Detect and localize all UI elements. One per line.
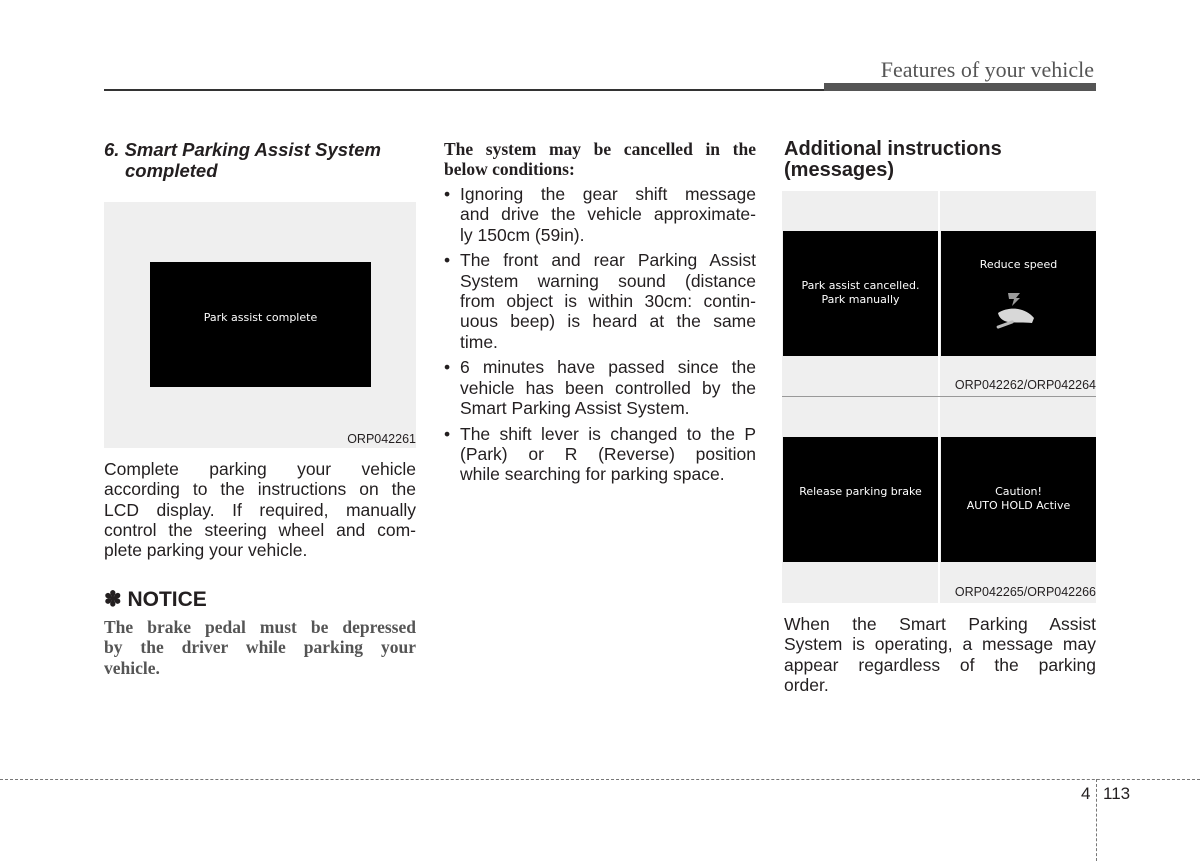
figure-separator — [938, 191, 940, 397]
figure-caption: ORP042261 — [347, 432, 416, 446]
lcd-message-line: Park manually — [821, 293, 900, 306]
bullet-icon: • — [444, 250, 451, 271]
lcd-message — [783, 279, 938, 307]
paragraph-line: Complete parking your vehicle — [104, 459, 416, 479]
paragraph-line: LCD display. If required, manually — [104, 499, 416, 520]
lcd-message: Release parking brake — [799, 485, 922, 498]
heading-line: Additional instructions — [784, 138, 1002, 160]
figure-caption: ORP042265/ORP042266 — [954, 585, 1096, 599]
paragraph-line: order. — [784, 674, 829, 695]
paragraph — [104, 459, 416, 560]
paragraph-line: System is operating, a message may — [784, 634, 1096, 655]
list-item-line: while searching for parking space. — [460, 464, 725, 485]
list-item-line: and drive the vehicle approximate- — [460, 204, 756, 225]
section-heading-line: completed — [125, 160, 218, 181]
notice-heading — [104, 587, 207, 612]
list-item-line: ly 150cm (59in). — [460, 224, 585, 245]
conditions-heading-line: The system may be cancelled in the — [444, 139, 756, 159]
figure-caption: ORP042262/ORP042264 — [954, 378, 1096, 392]
list-item-line: Ignoring the gear shift message — [460, 184, 756, 204]
lcd-message-line: Park assist cancelled. — [801, 279, 920, 292]
lcd-screen — [150, 262, 371, 387]
footer-rule-vertical — [1096, 779, 1097, 861]
section-heading-line: 6. Smart Parking Assist System — [104, 139, 381, 160]
page-number: 113 — [1103, 784, 1131, 803]
additional-instructions-heading — [784, 139, 1096, 181]
list-item — [444, 424, 756, 485]
lcd-screen-reduce-speed — [941, 231, 1096, 356]
notice-line: vehicle. — [104, 657, 160, 678]
list-item-line: time. — [460, 331, 498, 352]
notice-line: by the driver while parking your — [104, 637, 416, 658]
list-item-line: 6 minutes have passed since the — [460, 357, 756, 378]
footer-rule — [0, 779, 1200, 780]
notice-line: The brake pedal must be depressed — [104, 617, 416, 637]
bullet-icon: • — [444, 357, 451, 378]
list-item-line: The front and rear Parking Assist — [460, 250, 756, 271]
list-item — [444, 357, 756, 418]
list-item-line: Smart Parking Assist System. — [460, 397, 690, 418]
figure-separator — [938, 397, 940, 603]
lcd-message-line: Caution! — [995, 485, 1042, 498]
list-item — [444, 250, 756, 351]
paragraph — [784, 614, 1096, 695]
paragraph-line: according to the instructions on the — [104, 479, 416, 500]
list-item-line: The shift lever is changed to the P — [460, 423, 756, 444]
lcd-message-line: AUTO HOLD Active — [966, 499, 1071, 512]
lcd-screen-auto-hold — [941, 437, 1096, 562]
notice-title: NOTICE — [127, 588, 207, 611]
lcd-message: Park assist complete — [203, 311, 318, 324]
conditions-list — [444, 184, 756, 490]
lcd-message: Reduce speed — [979, 258, 1058, 271]
list-item-line: vehicle has been controlled by the — [460, 377, 756, 398]
bullet-icon: • — [444, 423, 451, 444]
conditions-heading-line: below conditions: — [444, 159, 575, 180]
heading-line: (messages) — [784, 159, 895, 181]
paragraph-line: When the Smart Parking Assist — [784, 614, 1096, 634]
list-item — [444, 184, 756, 245]
list-item-line: uous beep) is heard at the same — [460, 311, 756, 332]
list-item-line: (Park) or R (Reverse) position — [460, 444, 756, 465]
conditions-heading — [444, 139, 756, 180]
lcd-message — [941, 485, 1096, 513]
header-title: Features of your vehicle — [880, 57, 1094, 82]
notice-symbol-icon: ✽ — [104, 588, 122, 611]
lcd-screen-parking-brake — [783, 437, 938, 562]
list-item-line: System warning sound (distance — [460, 270, 756, 291]
chapter-number: 4 — [1081, 784, 1091, 803]
section-heading — [104, 139, 416, 181]
header-rule — [104, 89, 824, 91]
bullet-icon: • — [444, 184, 451, 204]
paragraph-line: control the steering wheel and com- — [104, 519, 416, 540]
paragraph-line: plete parking your vehicle. — [104, 540, 308, 561]
paragraph-line: appear regardless of the parking — [784, 654, 1096, 675]
foot-on-pedal-icon — [994, 289, 1038, 329]
lcd-screen-cancelled — [783, 231, 938, 356]
header-rule-accent — [824, 83, 1096, 91]
notice-body — [104, 617, 416, 678]
list-item-line: from object is within 30cm: contin- — [460, 290, 756, 311]
